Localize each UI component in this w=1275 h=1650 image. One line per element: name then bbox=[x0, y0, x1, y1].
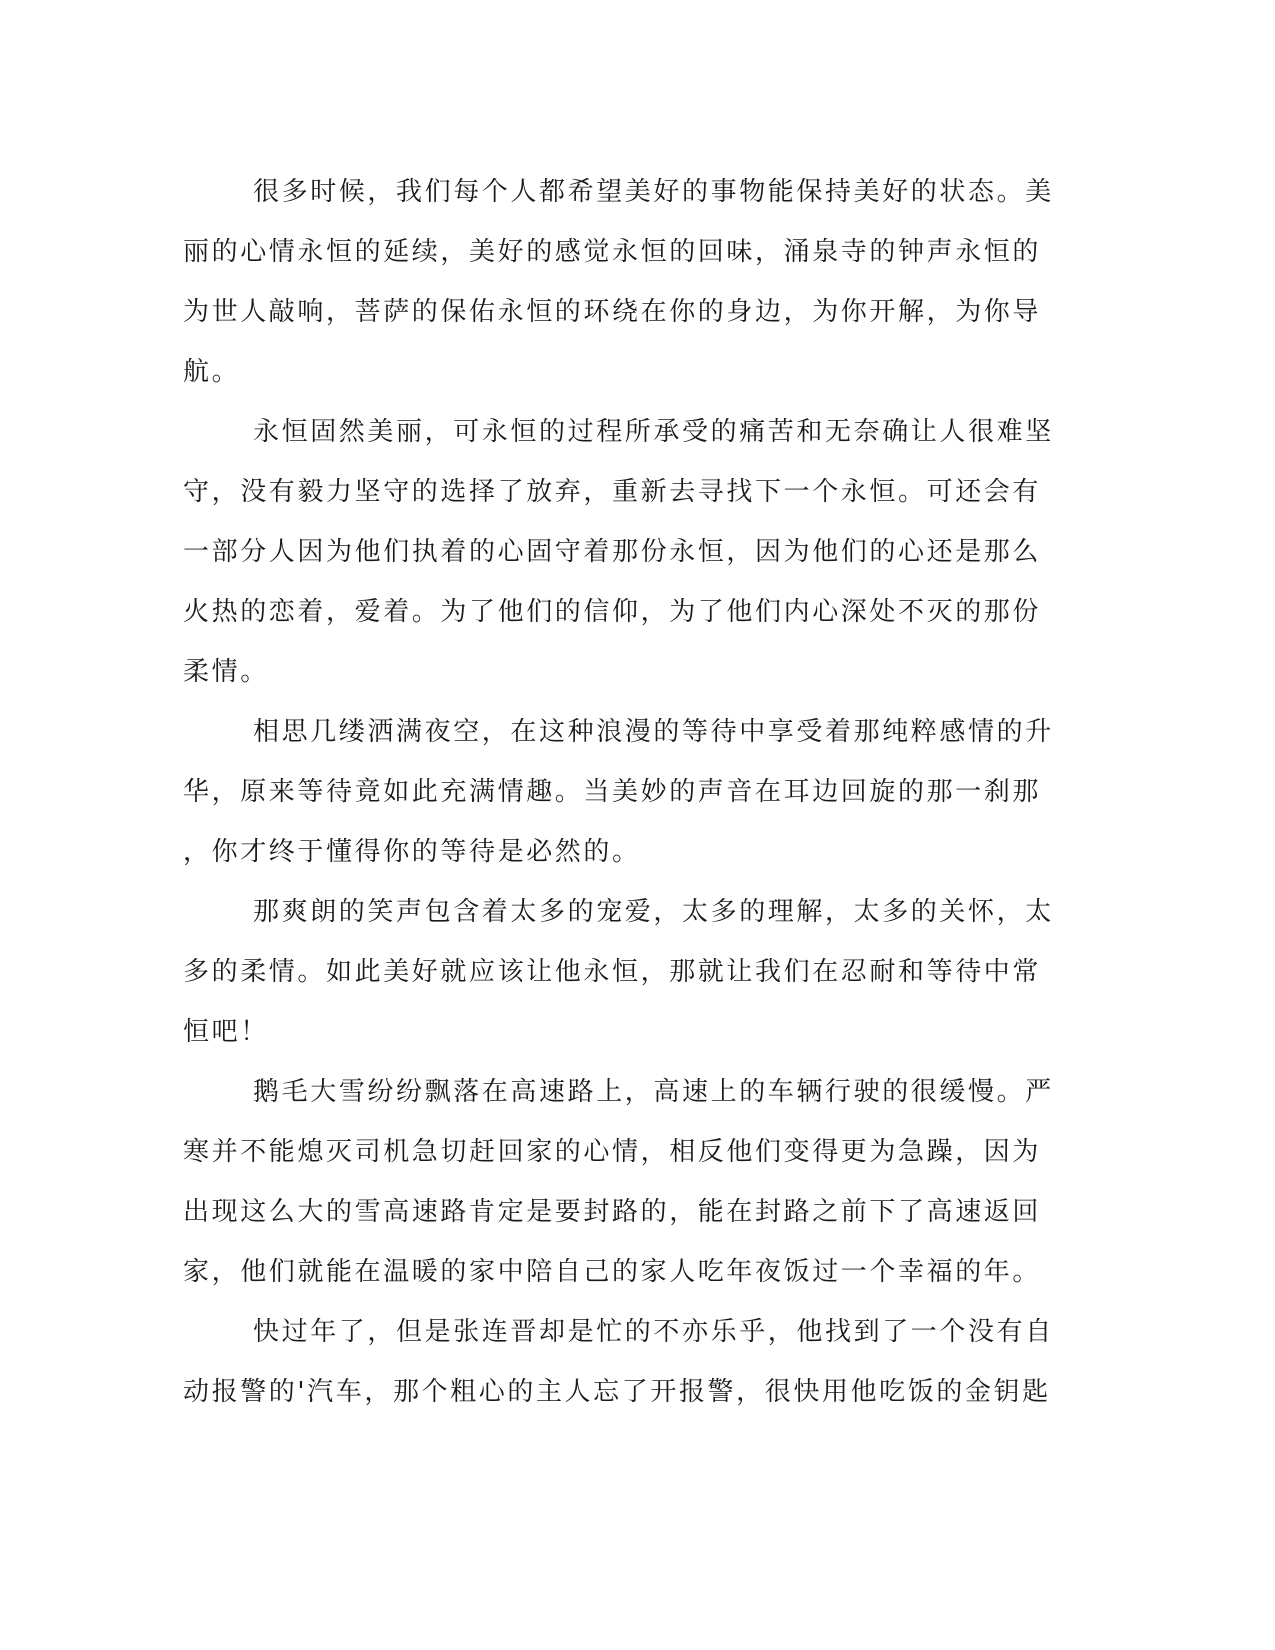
text-line: 家，他们就能在温暖的家中陪自己的家人吃年夜饭过一个幸福的年。 bbox=[183, 1257, 1042, 1287]
text-line: 守，没有毅力坚守的选择了放弃，重新去寻找下一个永恒。可还会有 bbox=[183, 477, 1042, 507]
text-line: 航。 bbox=[183, 357, 241, 387]
text-line: 华，原来等待竟如此充满情趣。当美妙的声音在耳边回旋的那一刹那 bbox=[183, 777, 1042, 807]
text-line: 鹅毛大雪纷纷飘落在高速路上，高速上的车辆行驶的很缓慢。严 bbox=[253, 1077, 1054, 1107]
text-line: 快过年了，但是张连晋却是忙的不亦乐乎，他找到了一个没有自 bbox=[253, 1317, 1054, 1347]
text-line: 出现这么大的雪高速路肯定是要封路的，能在封路之前下了高速返回 bbox=[183, 1197, 1042, 1227]
text-line: 永恒固然美丽，可永恒的过程所承受的痛苦和无奈确让人很难坚 bbox=[253, 417, 1054, 447]
text-line: 柔情。 bbox=[183, 657, 269, 687]
text-line: 丽的心情永恒的延续，美好的感觉永恒的回味，涌泉寺的钟声永恒的 bbox=[183, 237, 1042, 267]
text-line: 那爽朗的笑声包含着太多的宠爱，太多的理解，太多的关怀，太 bbox=[253, 897, 1054, 927]
text-line: 相思几缕洒满夜空，在这种浪漫的等待中享受着那纯粹感情的升 bbox=[253, 717, 1054, 747]
text-line: 火热的恋着，爱着。为了他们的信仰，为了他们内心深处不灭的那份 bbox=[183, 597, 1042, 627]
text-line: 一部分人因为他们执着的心固守着那份永恒，因为他们的心还是那么 bbox=[183, 537, 1042, 567]
text-line: 多的柔情。如此美好就应该让他永恒，那就让我们在忍耐和等待中常 bbox=[183, 957, 1042, 987]
text-line: 寒并不能熄灭司机急切赶回家的心情，相反他们变得更为急躁，因为 bbox=[183, 1137, 1042, 1167]
text-line: 恒吧！ bbox=[183, 1017, 269, 1047]
document-body bbox=[183, 162, 1054, 1422]
text-line: 为世人敲响，菩萨的保佑永恒的环绕在你的身边，为你开解，为你导 bbox=[183, 297, 1042, 327]
text-line: 很多时候，我们每个人都希望美好的事物能保持美好的状态。美 bbox=[253, 177, 1054, 207]
text-line: 动报警的'汽车，那个粗心的主人忘了开报警，很快用他吃饭的金钥匙 bbox=[183, 1377, 1051, 1407]
text-line: ，你才终于懂得你的等待是必然的。 bbox=[183, 837, 641, 867]
